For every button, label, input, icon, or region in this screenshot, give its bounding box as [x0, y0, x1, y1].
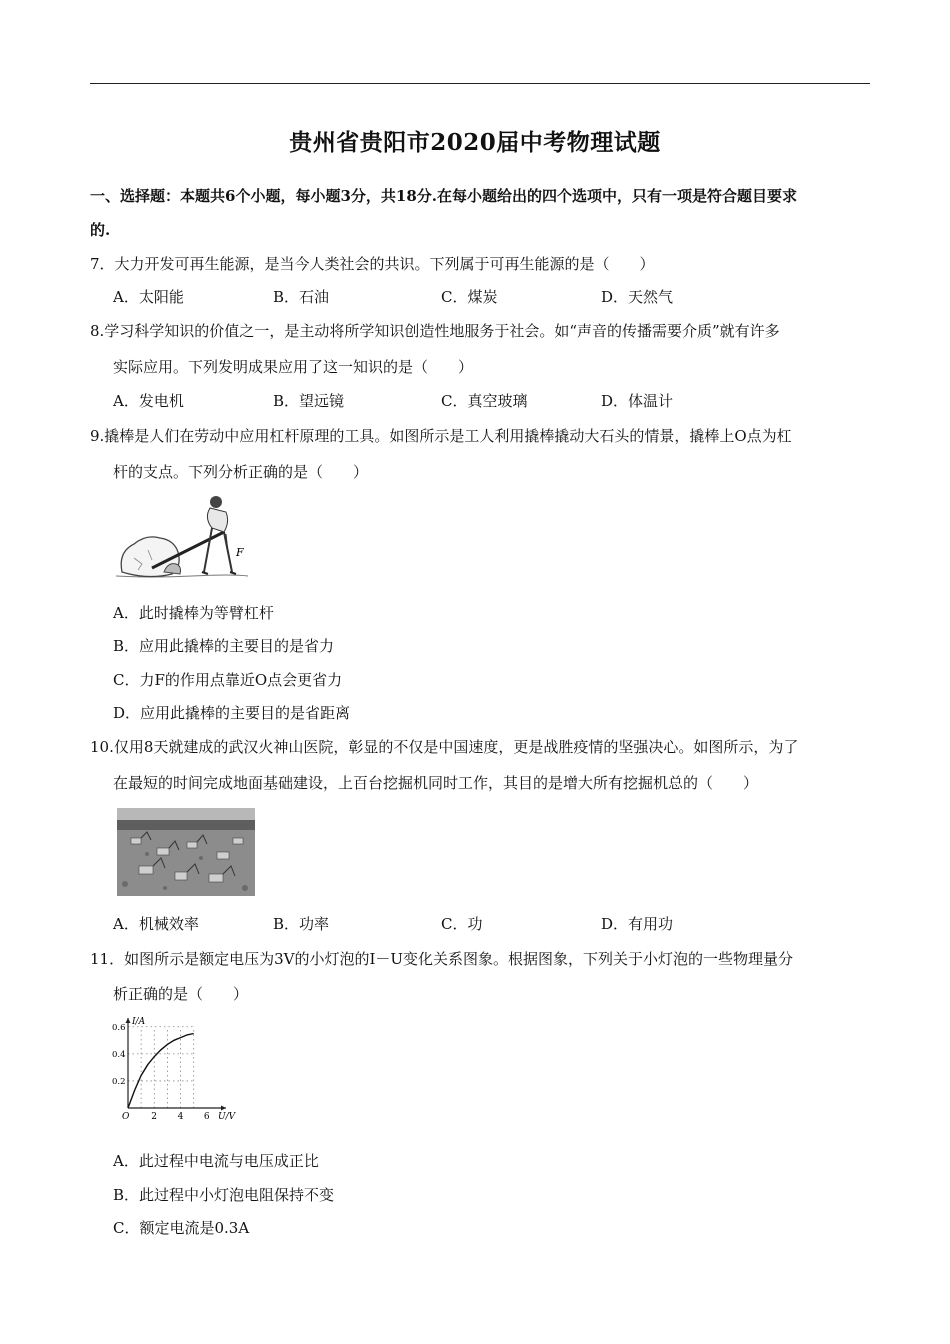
q11-option-c: C．额定电流是0.3A: [113, 1219, 250, 1237]
q11-stem-line1: 11．如图所示是额定电压为3V的小灯泡的I－U变化关系图象。根据图象，下列关于小灯泡的一些物理量分: [90, 950, 794, 968]
q8-option-c: C．真空玻璃: [441, 392, 528, 410]
q10-option-c: C．功: [441, 915, 483, 933]
y-tick-label: 0.2: [112, 1076, 126, 1087]
q7-option-d: D．天然气: [601, 288, 674, 306]
q11-stem-line2: 析正确的是（ ）: [113, 985, 249, 1003]
header-rule: [90, 83, 870, 84]
q9-stem-line1: 9.撬棒是人们在劳动中应用杠杆原理的工具。如图所示是工人利用撬棒撬动大石头的情景，撬棒上O点为杠: [90, 427, 792, 445]
y-tick-label: 0.4: [112, 1049, 126, 1060]
x-axis-label: U/V: [218, 1112, 236, 1122]
iu-chart: [112, 1014, 237, 1122]
q9-option-d: D．应用此撬棒的主要目的是省距离: [113, 704, 351, 722]
q10-option-a: A．机械效率: [113, 915, 199, 933]
x-tick-label: 6: [203, 1112, 210, 1122]
q11-option-b: B．此过程中小灯泡电阻保持不变: [113, 1186, 335, 1204]
page-title: 贵州省贵阳市2020届中考物理试题: [289, 129, 661, 156]
q10-stem-line2: 在最短的时间完成地面基础建设，上百台挖掘机同时工作，其目的是增大所有挖掘机总的（ ）: [113, 774, 759, 792]
x-tick-label: 2: [151, 1112, 158, 1122]
section-header-line1: 一、选择题：本题共6个小题，每小题3分，共18分.在每小题给出的四个选项中，只有一项是符合题目要求: [90, 187, 797, 205]
q9-option-c: C．力F的作用点靠近O点会更省力: [113, 671, 343, 689]
q8-option-a: A．发电机: [113, 392, 184, 410]
y-axis-arrow: [126, 1018, 131, 1023]
q7-stem: 7．大力开发可再生能源，是当今人类社会的共识。下列属于可再生能源的是（ ）: [90, 255, 655, 273]
q10-stem-line1: 10.仅用8天就建成的武汉火神山医院，彰显的不仅是中国速度，更是战胜疫情的坚强决心。如图所示，为了: [90, 738, 799, 756]
x-axis-arrow: [221, 1106, 226, 1111]
force-label: F: [236, 546, 244, 559]
q9-stem-line2: 杆的支点。下列分析正确的是（ ）: [113, 463, 369, 481]
y-axis-label: I/A: [132, 1017, 146, 1027]
x-tick-label: 4: [177, 1112, 184, 1122]
q11-option-a: A．此过程中电流与电压成正比: [113, 1152, 319, 1170]
q7-option-c: C．煤炭: [441, 288, 498, 306]
q9-option-a: A．此时撬棒为等臂杠杆: [113, 604, 274, 622]
q10-option-d: D．有用功: [601, 915, 674, 933]
q7-option-a: A．太阳能: [113, 288, 184, 306]
q7-option-b: B．石油: [273, 288, 330, 306]
y-tick-label: 0.6: [112, 1022, 126, 1033]
q8-option-d: D．体温计: [601, 392, 674, 410]
q9-option-b: B．应用此撬棒的主要目的是省力: [113, 637, 335, 655]
iu-curve: [128, 1034, 194, 1109]
q8-option-b: B．望远镜: [273, 392, 345, 410]
crowbar-figure: [112, 492, 252, 584]
excavators-photo: [117, 808, 255, 896]
q8-stem-line2: 实际应用。下列发明成果应用了这一知识的是（ ）: [113, 358, 474, 376]
q8-stem-line1: 8.学习科学知识的价值之一，是主动将所学知识创造性地服务于社会。如“声音的传播需要介质”就有许多: [90, 322, 780, 340]
q10-option-b: B．功率: [273, 915, 330, 933]
section-header-line2: 的.: [90, 221, 111, 239]
worker-head: [210, 496, 222, 508]
origin-label: O: [122, 1112, 130, 1122]
worker-body: [207, 508, 227, 532]
